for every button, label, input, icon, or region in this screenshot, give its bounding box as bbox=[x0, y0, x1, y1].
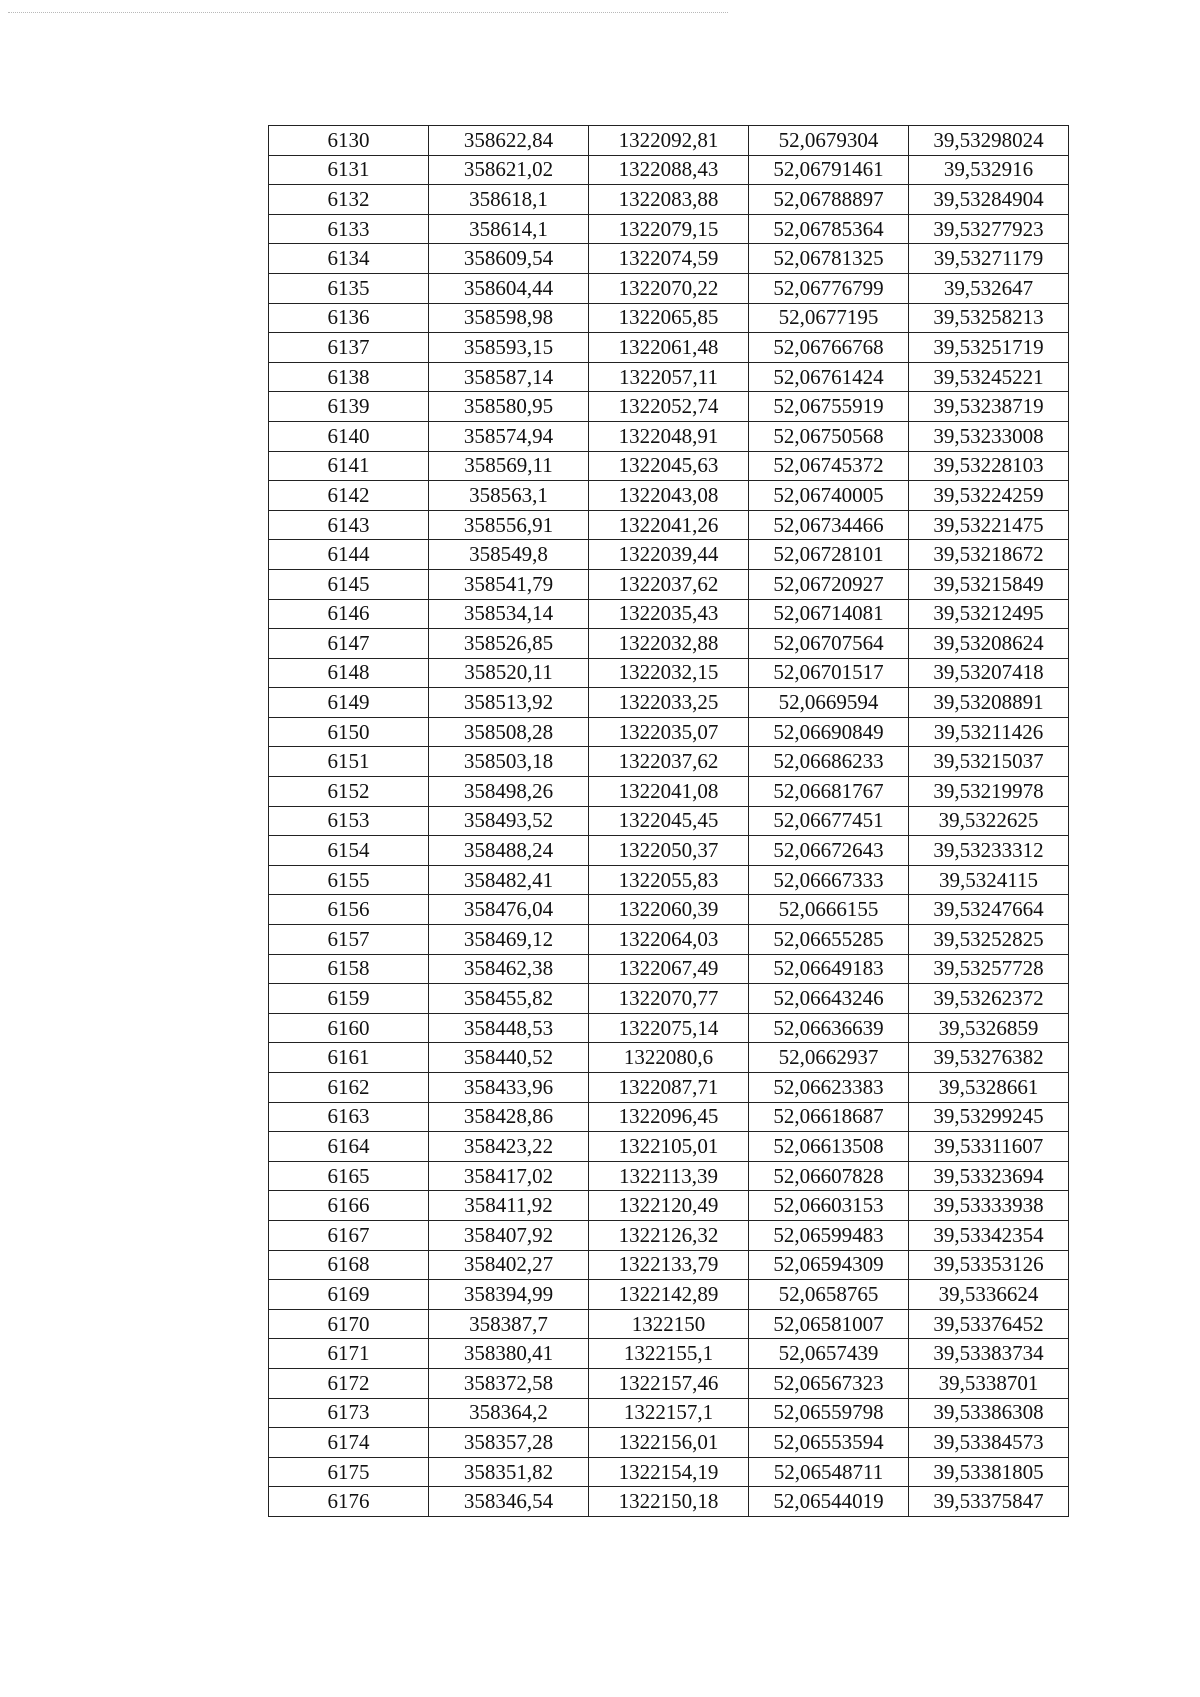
point-number-cell: 6156 bbox=[269, 895, 429, 925]
point-number-cell: 6143 bbox=[269, 510, 429, 540]
table-row bbox=[269, 1073, 1069, 1103]
point-number-cell: 6163 bbox=[269, 1102, 429, 1132]
table-row bbox=[269, 540, 1069, 570]
table-row bbox=[269, 954, 1069, 984]
latitude-cell: 52,06734466 bbox=[749, 510, 909, 540]
table-row bbox=[269, 717, 1069, 747]
table-row bbox=[269, 1487, 1069, 1517]
y-coordinate-cell: 1322150 bbox=[589, 1309, 749, 1339]
latitude-cell: 52,06559798 bbox=[749, 1398, 909, 1428]
y-coordinate-cell: 1322043,08 bbox=[589, 481, 749, 511]
y-coordinate-cell: 1322050,37 bbox=[589, 836, 749, 866]
longitude-cell: 39,53262372 bbox=[909, 984, 1069, 1014]
point-number-cell: 6133 bbox=[269, 214, 429, 244]
point-number-cell: 6148 bbox=[269, 658, 429, 688]
longitude-cell: 39,5322625 bbox=[909, 806, 1069, 836]
coordinates-table-body bbox=[269, 126, 1069, 1517]
x-coordinate-cell: 358364,2 bbox=[429, 1398, 589, 1428]
table-row bbox=[269, 1191, 1069, 1221]
y-coordinate-cell: 1322080,6 bbox=[589, 1043, 749, 1073]
point-number-cell: 6155 bbox=[269, 865, 429, 895]
table-row bbox=[269, 599, 1069, 629]
x-coordinate-cell: 358508,28 bbox=[429, 717, 589, 747]
latitude-cell: 52,0679304 bbox=[749, 126, 909, 156]
point-number-cell: 6142 bbox=[269, 481, 429, 511]
table-row bbox=[269, 806, 1069, 836]
latitude-cell: 52,0658765 bbox=[749, 1280, 909, 1310]
point-number-cell: 6175 bbox=[269, 1457, 429, 1487]
table-row bbox=[269, 984, 1069, 1014]
longitude-cell: 39,532916 bbox=[909, 155, 1069, 185]
x-coordinate-cell: 358387,7 bbox=[429, 1309, 589, 1339]
point-number-cell: 6168 bbox=[269, 1250, 429, 1280]
scan-edge-line bbox=[8, 12, 728, 13]
longitude-cell: 39,53311607 bbox=[909, 1132, 1069, 1162]
point-number-cell: 6165 bbox=[269, 1161, 429, 1191]
longitude-cell: 39,53333938 bbox=[909, 1191, 1069, 1221]
longitude-cell: 39,53251719 bbox=[909, 333, 1069, 363]
x-coordinate-cell: 358357,28 bbox=[429, 1428, 589, 1458]
y-coordinate-cell: 1322064,03 bbox=[589, 925, 749, 955]
y-coordinate-cell: 1322061,48 bbox=[589, 333, 749, 363]
coordinates-table-container bbox=[268, 125, 1069, 1517]
point-number-cell: 6136 bbox=[269, 303, 429, 333]
latitude-cell: 52,06755919 bbox=[749, 392, 909, 422]
y-coordinate-cell: 1322083,88 bbox=[589, 185, 749, 215]
y-coordinate-cell: 1322052,74 bbox=[589, 392, 749, 422]
x-coordinate-cell: 358526,85 bbox=[429, 629, 589, 659]
point-number-cell: 6151 bbox=[269, 747, 429, 777]
y-coordinate-cell: 1322157,1 bbox=[589, 1398, 749, 1428]
point-number-cell: 6131 bbox=[269, 155, 429, 185]
point-number-cell: 6141 bbox=[269, 451, 429, 481]
y-coordinate-cell: 1322150,18 bbox=[589, 1487, 749, 1517]
table-row bbox=[269, 421, 1069, 451]
point-number-cell: 6153 bbox=[269, 806, 429, 836]
x-coordinate-cell: 358476,04 bbox=[429, 895, 589, 925]
x-coordinate-cell: 358574,94 bbox=[429, 421, 589, 451]
x-coordinate-cell: 358411,92 bbox=[429, 1191, 589, 1221]
x-coordinate-cell: 358372,58 bbox=[429, 1368, 589, 1398]
point-number-cell: 6169 bbox=[269, 1280, 429, 1310]
latitude-cell: 52,0657439 bbox=[749, 1339, 909, 1369]
point-number-cell: 6171 bbox=[269, 1339, 429, 1369]
longitude-cell: 39,53299245 bbox=[909, 1102, 1069, 1132]
point-number-cell: 6134 bbox=[269, 244, 429, 274]
latitude-cell: 52,0662937 bbox=[749, 1043, 909, 1073]
y-coordinate-cell: 1322033,25 bbox=[589, 688, 749, 718]
longitude-cell: 39,53219978 bbox=[909, 777, 1069, 807]
table-row bbox=[269, 1280, 1069, 1310]
latitude-cell: 52,06544019 bbox=[749, 1487, 909, 1517]
y-coordinate-cell: 1322067,49 bbox=[589, 954, 749, 984]
longitude-cell: 39,53208624 bbox=[909, 629, 1069, 659]
latitude-cell: 52,06776799 bbox=[749, 273, 909, 303]
point-number-cell: 6147 bbox=[269, 629, 429, 659]
table-row bbox=[269, 865, 1069, 895]
point-number-cell: 6157 bbox=[269, 925, 429, 955]
y-coordinate-cell: 1322155,1 bbox=[589, 1339, 749, 1369]
x-coordinate-cell: 358380,41 bbox=[429, 1339, 589, 1369]
table-row bbox=[269, 303, 1069, 333]
table-row bbox=[269, 1457, 1069, 1487]
table-row bbox=[269, 777, 1069, 807]
longitude-cell: 39,53228103 bbox=[909, 451, 1069, 481]
x-coordinate-cell: 358407,92 bbox=[429, 1220, 589, 1250]
y-coordinate-cell: 1322075,14 bbox=[589, 1013, 749, 1043]
latitude-cell: 52,06740005 bbox=[749, 481, 909, 511]
table-row bbox=[269, 273, 1069, 303]
x-coordinate-cell: 358417,02 bbox=[429, 1161, 589, 1191]
longitude-cell: 39,53238719 bbox=[909, 392, 1069, 422]
longitude-cell: 39,53298024 bbox=[909, 126, 1069, 156]
y-coordinate-cell: 1322035,43 bbox=[589, 599, 749, 629]
y-coordinate-cell: 1322035,07 bbox=[589, 717, 749, 747]
latitude-cell: 52,06567323 bbox=[749, 1368, 909, 1398]
table-row bbox=[269, 925, 1069, 955]
y-coordinate-cell: 1322045,63 bbox=[589, 451, 749, 481]
latitude-cell: 52,06766768 bbox=[749, 333, 909, 363]
latitude-cell: 52,06655285 bbox=[749, 925, 909, 955]
table-row bbox=[269, 155, 1069, 185]
y-coordinate-cell: 1322032,15 bbox=[589, 658, 749, 688]
longitude-cell: 39,53383734 bbox=[909, 1339, 1069, 1369]
table-row bbox=[269, 895, 1069, 925]
longitude-cell: 39,53215037 bbox=[909, 747, 1069, 777]
y-coordinate-cell: 1322048,91 bbox=[589, 421, 749, 451]
longitude-cell: 39,53258213 bbox=[909, 303, 1069, 333]
latitude-cell: 52,06553594 bbox=[749, 1428, 909, 1458]
point-number-cell: 6154 bbox=[269, 836, 429, 866]
table-row bbox=[269, 1043, 1069, 1073]
point-number-cell: 6150 bbox=[269, 717, 429, 747]
latitude-cell: 52,06681767 bbox=[749, 777, 909, 807]
table-row bbox=[269, 1220, 1069, 1250]
x-coordinate-cell: 358604,44 bbox=[429, 273, 589, 303]
y-coordinate-cell: 1322133,79 bbox=[589, 1250, 749, 1280]
table-row bbox=[269, 1013, 1069, 1043]
table-row bbox=[269, 569, 1069, 599]
y-coordinate-cell: 1322092,81 bbox=[589, 126, 749, 156]
coordinates-table bbox=[268, 125, 1069, 1517]
table-row bbox=[269, 688, 1069, 718]
latitude-cell: 52,0669594 bbox=[749, 688, 909, 718]
latitude-cell: 52,06599483 bbox=[749, 1220, 909, 1250]
y-coordinate-cell: 1322055,83 bbox=[589, 865, 749, 895]
longitude-cell: 39,53233312 bbox=[909, 836, 1069, 866]
latitude-cell: 52,06603153 bbox=[749, 1191, 909, 1221]
point-number-cell: 6167 bbox=[269, 1220, 429, 1250]
y-coordinate-cell: 1322041,08 bbox=[589, 777, 749, 807]
point-number-cell: 6140 bbox=[269, 421, 429, 451]
table-row bbox=[269, 126, 1069, 156]
x-coordinate-cell: 358621,02 bbox=[429, 155, 589, 185]
point-number-cell: 6162 bbox=[269, 1073, 429, 1103]
latitude-cell: 52,06613508 bbox=[749, 1132, 909, 1162]
longitude-cell: 39,532647 bbox=[909, 273, 1069, 303]
latitude-cell: 52,06750568 bbox=[749, 421, 909, 451]
x-coordinate-cell: 358593,15 bbox=[429, 333, 589, 363]
x-coordinate-cell: 358618,1 bbox=[429, 185, 589, 215]
x-coordinate-cell: 358469,12 bbox=[429, 925, 589, 955]
y-coordinate-cell: 1322156,01 bbox=[589, 1428, 749, 1458]
longitude-cell: 39,53375847 bbox=[909, 1487, 1069, 1517]
latitude-cell: 52,06636639 bbox=[749, 1013, 909, 1043]
y-coordinate-cell: 1322142,89 bbox=[589, 1280, 749, 1310]
x-coordinate-cell: 358520,11 bbox=[429, 658, 589, 688]
x-coordinate-cell: 358549,8 bbox=[429, 540, 589, 570]
longitude-cell: 39,5324115 bbox=[909, 865, 1069, 895]
x-coordinate-cell: 358433,96 bbox=[429, 1073, 589, 1103]
x-coordinate-cell: 358503,18 bbox=[429, 747, 589, 777]
y-coordinate-cell: 1322032,88 bbox=[589, 629, 749, 659]
x-coordinate-cell: 358569,11 bbox=[429, 451, 589, 481]
x-coordinate-cell: 358482,41 bbox=[429, 865, 589, 895]
table-row bbox=[269, 244, 1069, 274]
y-coordinate-cell: 1322120,49 bbox=[589, 1191, 749, 1221]
latitude-cell: 52,06677451 bbox=[749, 806, 909, 836]
longitude-cell: 39,53208891 bbox=[909, 688, 1069, 718]
point-number-cell: 6174 bbox=[269, 1428, 429, 1458]
longitude-cell: 39,53342354 bbox=[909, 1220, 1069, 1250]
y-coordinate-cell: 1322113,39 bbox=[589, 1161, 749, 1191]
longitude-cell: 39,53252825 bbox=[909, 925, 1069, 955]
latitude-cell: 52,06607828 bbox=[749, 1161, 909, 1191]
y-coordinate-cell: 1322070,22 bbox=[589, 273, 749, 303]
longitude-cell: 39,53247664 bbox=[909, 895, 1069, 925]
table-row bbox=[269, 214, 1069, 244]
point-number-cell: 6152 bbox=[269, 777, 429, 807]
y-coordinate-cell: 1322157,46 bbox=[589, 1368, 749, 1398]
table-row bbox=[269, 185, 1069, 215]
x-coordinate-cell: 358614,1 bbox=[429, 214, 589, 244]
longitude-cell: 39,53218672 bbox=[909, 540, 1069, 570]
latitude-cell: 52,06643246 bbox=[749, 984, 909, 1014]
point-number-cell: 6173 bbox=[269, 1398, 429, 1428]
table-row bbox=[269, 362, 1069, 392]
table-row bbox=[269, 1132, 1069, 1162]
longitude-cell: 39,53215849 bbox=[909, 569, 1069, 599]
longitude-cell: 39,53353126 bbox=[909, 1250, 1069, 1280]
point-number-cell: 6146 bbox=[269, 599, 429, 629]
longitude-cell: 39,53386308 bbox=[909, 1398, 1069, 1428]
y-coordinate-cell: 1322154,19 bbox=[589, 1457, 749, 1487]
x-coordinate-cell: 358622,84 bbox=[429, 126, 589, 156]
longitude-cell: 39,53212495 bbox=[909, 599, 1069, 629]
longitude-cell: 39,5326859 bbox=[909, 1013, 1069, 1043]
table-row bbox=[269, 747, 1069, 777]
y-coordinate-cell: 1322126,32 bbox=[589, 1220, 749, 1250]
table-row bbox=[269, 510, 1069, 540]
x-coordinate-cell: 358513,92 bbox=[429, 688, 589, 718]
table-row bbox=[269, 1398, 1069, 1428]
x-coordinate-cell: 358609,54 bbox=[429, 244, 589, 274]
x-coordinate-cell: 358351,82 bbox=[429, 1457, 589, 1487]
y-coordinate-cell: 1322105,01 bbox=[589, 1132, 749, 1162]
x-coordinate-cell: 358493,52 bbox=[429, 806, 589, 836]
table-row bbox=[269, 658, 1069, 688]
x-coordinate-cell: 358556,91 bbox=[429, 510, 589, 540]
table-row bbox=[269, 333, 1069, 363]
latitude-cell: 52,06594309 bbox=[749, 1250, 909, 1280]
y-coordinate-cell: 1322037,62 bbox=[589, 569, 749, 599]
point-number-cell: 6164 bbox=[269, 1132, 429, 1162]
x-coordinate-cell: 358394,99 bbox=[429, 1280, 589, 1310]
x-coordinate-cell: 358462,38 bbox=[429, 954, 589, 984]
latitude-cell: 52,06548711 bbox=[749, 1457, 909, 1487]
latitude-cell: 52,06686233 bbox=[749, 747, 909, 777]
x-coordinate-cell: 358541,79 bbox=[429, 569, 589, 599]
longitude-cell: 39,5336624 bbox=[909, 1280, 1069, 1310]
latitude-cell: 52,06701517 bbox=[749, 658, 909, 688]
longitude-cell: 39,53271179 bbox=[909, 244, 1069, 274]
table-row bbox=[269, 1428, 1069, 1458]
longitude-cell: 39,53284904 bbox=[909, 185, 1069, 215]
longitude-cell: 39,53276382 bbox=[909, 1043, 1069, 1073]
y-coordinate-cell: 1322041,26 bbox=[589, 510, 749, 540]
longitude-cell: 39,53207418 bbox=[909, 658, 1069, 688]
longitude-cell: 39,53221475 bbox=[909, 510, 1069, 540]
longitude-cell: 39,5338701 bbox=[909, 1368, 1069, 1398]
point-number-cell: 6172 bbox=[269, 1368, 429, 1398]
x-coordinate-cell: 358455,82 bbox=[429, 984, 589, 1014]
x-coordinate-cell: 358428,86 bbox=[429, 1102, 589, 1132]
table-row bbox=[269, 1250, 1069, 1280]
longitude-cell: 39,53233008 bbox=[909, 421, 1069, 451]
point-number-cell: 6145 bbox=[269, 569, 429, 599]
y-coordinate-cell: 1322087,71 bbox=[589, 1073, 749, 1103]
y-coordinate-cell: 1322060,39 bbox=[589, 895, 749, 925]
latitude-cell: 52,06788897 bbox=[749, 185, 909, 215]
x-coordinate-cell: 358598,98 bbox=[429, 303, 589, 333]
point-number-cell: 6159 bbox=[269, 984, 429, 1014]
point-number-cell: 6176 bbox=[269, 1487, 429, 1517]
table-row bbox=[269, 392, 1069, 422]
y-coordinate-cell: 1322045,45 bbox=[589, 806, 749, 836]
table-row bbox=[269, 451, 1069, 481]
latitude-cell: 52,06618687 bbox=[749, 1102, 909, 1132]
longitude-cell: 39,53384573 bbox=[909, 1428, 1069, 1458]
latitude-cell: 52,0677195 bbox=[749, 303, 909, 333]
latitude-cell: 52,06672643 bbox=[749, 836, 909, 866]
latitude-cell: 52,06707564 bbox=[749, 629, 909, 659]
longitude-cell: 39,53257728 bbox=[909, 954, 1069, 984]
latitude-cell: 52,06745372 bbox=[749, 451, 909, 481]
x-coordinate-cell: 358587,14 bbox=[429, 362, 589, 392]
point-number-cell: 6158 bbox=[269, 954, 429, 984]
longitude-cell: 39,53381805 bbox=[909, 1457, 1069, 1487]
point-number-cell: 6161 bbox=[269, 1043, 429, 1073]
latitude-cell: 52,06761424 bbox=[749, 362, 909, 392]
point-number-cell: 6130 bbox=[269, 126, 429, 156]
longitude-cell: 39,53323694 bbox=[909, 1161, 1069, 1191]
table-row bbox=[269, 1102, 1069, 1132]
latitude-cell: 52,06785364 bbox=[749, 214, 909, 244]
x-coordinate-cell: 358498,26 bbox=[429, 777, 589, 807]
point-number-cell: 6132 bbox=[269, 185, 429, 215]
point-number-cell: 6144 bbox=[269, 540, 429, 570]
latitude-cell: 52,06581007 bbox=[749, 1309, 909, 1339]
y-coordinate-cell: 1322074,59 bbox=[589, 244, 749, 274]
y-coordinate-cell: 1322079,15 bbox=[589, 214, 749, 244]
latitude-cell: 52,0666155 bbox=[749, 895, 909, 925]
x-coordinate-cell: 358534,14 bbox=[429, 599, 589, 629]
latitude-cell: 52,06649183 bbox=[749, 954, 909, 984]
x-coordinate-cell: 358440,52 bbox=[429, 1043, 589, 1073]
table-row bbox=[269, 1309, 1069, 1339]
point-number-cell: 6166 bbox=[269, 1191, 429, 1221]
x-coordinate-cell: 358346,54 bbox=[429, 1487, 589, 1517]
x-coordinate-cell: 358563,1 bbox=[429, 481, 589, 511]
y-coordinate-cell: 1322039,44 bbox=[589, 540, 749, 570]
latitude-cell: 52,06667333 bbox=[749, 865, 909, 895]
y-coordinate-cell: 1322088,43 bbox=[589, 155, 749, 185]
latitude-cell: 52,06720927 bbox=[749, 569, 909, 599]
point-number-cell: 6170 bbox=[269, 1309, 429, 1339]
y-coordinate-cell: 1322096,45 bbox=[589, 1102, 749, 1132]
latitude-cell: 52,06791461 bbox=[749, 155, 909, 185]
x-coordinate-cell: 358448,53 bbox=[429, 1013, 589, 1043]
table-row bbox=[269, 481, 1069, 511]
latitude-cell: 52,06728101 bbox=[749, 540, 909, 570]
table-row bbox=[269, 1161, 1069, 1191]
y-coordinate-cell: 1322065,85 bbox=[589, 303, 749, 333]
latitude-cell: 52,06781325 bbox=[749, 244, 909, 274]
point-number-cell: 6137 bbox=[269, 333, 429, 363]
y-coordinate-cell: 1322057,11 bbox=[589, 362, 749, 392]
table-row bbox=[269, 629, 1069, 659]
latitude-cell: 52,06714081 bbox=[749, 599, 909, 629]
latitude-cell: 52,06690849 bbox=[749, 717, 909, 747]
x-coordinate-cell: 358423,22 bbox=[429, 1132, 589, 1162]
point-number-cell: 6160 bbox=[269, 1013, 429, 1043]
table-row bbox=[269, 1339, 1069, 1369]
longitude-cell: 39,53245221 bbox=[909, 362, 1069, 392]
y-coordinate-cell: 1322070,77 bbox=[589, 984, 749, 1014]
point-number-cell: 6138 bbox=[269, 362, 429, 392]
longitude-cell: 39,5328661 bbox=[909, 1073, 1069, 1103]
longitude-cell: 39,53211426 bbox=[909, 717, 1069, 747]
table-row bbox=[269, 836, 1069, 866]
x-coordinate-cell: 358580,95 bbox=[429, 392, 589, 422]
point-number-cell: 6149 bbox=[269, 688, 429, 718]
y-coordinate-cell: 1322037,62 bbox=[589, 747, 749, 777]
table-row bbox=[269, 1368, 1069, 1398]
x-coordinate-cell: 358402,27 bbox=[429, 1250, 589, 1280]
point-number-cell: 6135 bbox=[269, 273, 429, 303]
point-number-cell: 6139 bbox=[269, 392, 429, 422]
longitude-cell: 39,53224259 bbox=[909, 481, 1069, 511]
longitude-cell: 39,53277923 bbox=[909, 214, 1069, 244]
latitude-cell: 52,06623383 bbox=[749, 1073, 909, 1103]
longitude-cell: 39,53376452 bbox=[909, 1309, 1069, 1339]
x-coordinate-cell: 358488,24 bbox=[429, 836, 589, 866]
